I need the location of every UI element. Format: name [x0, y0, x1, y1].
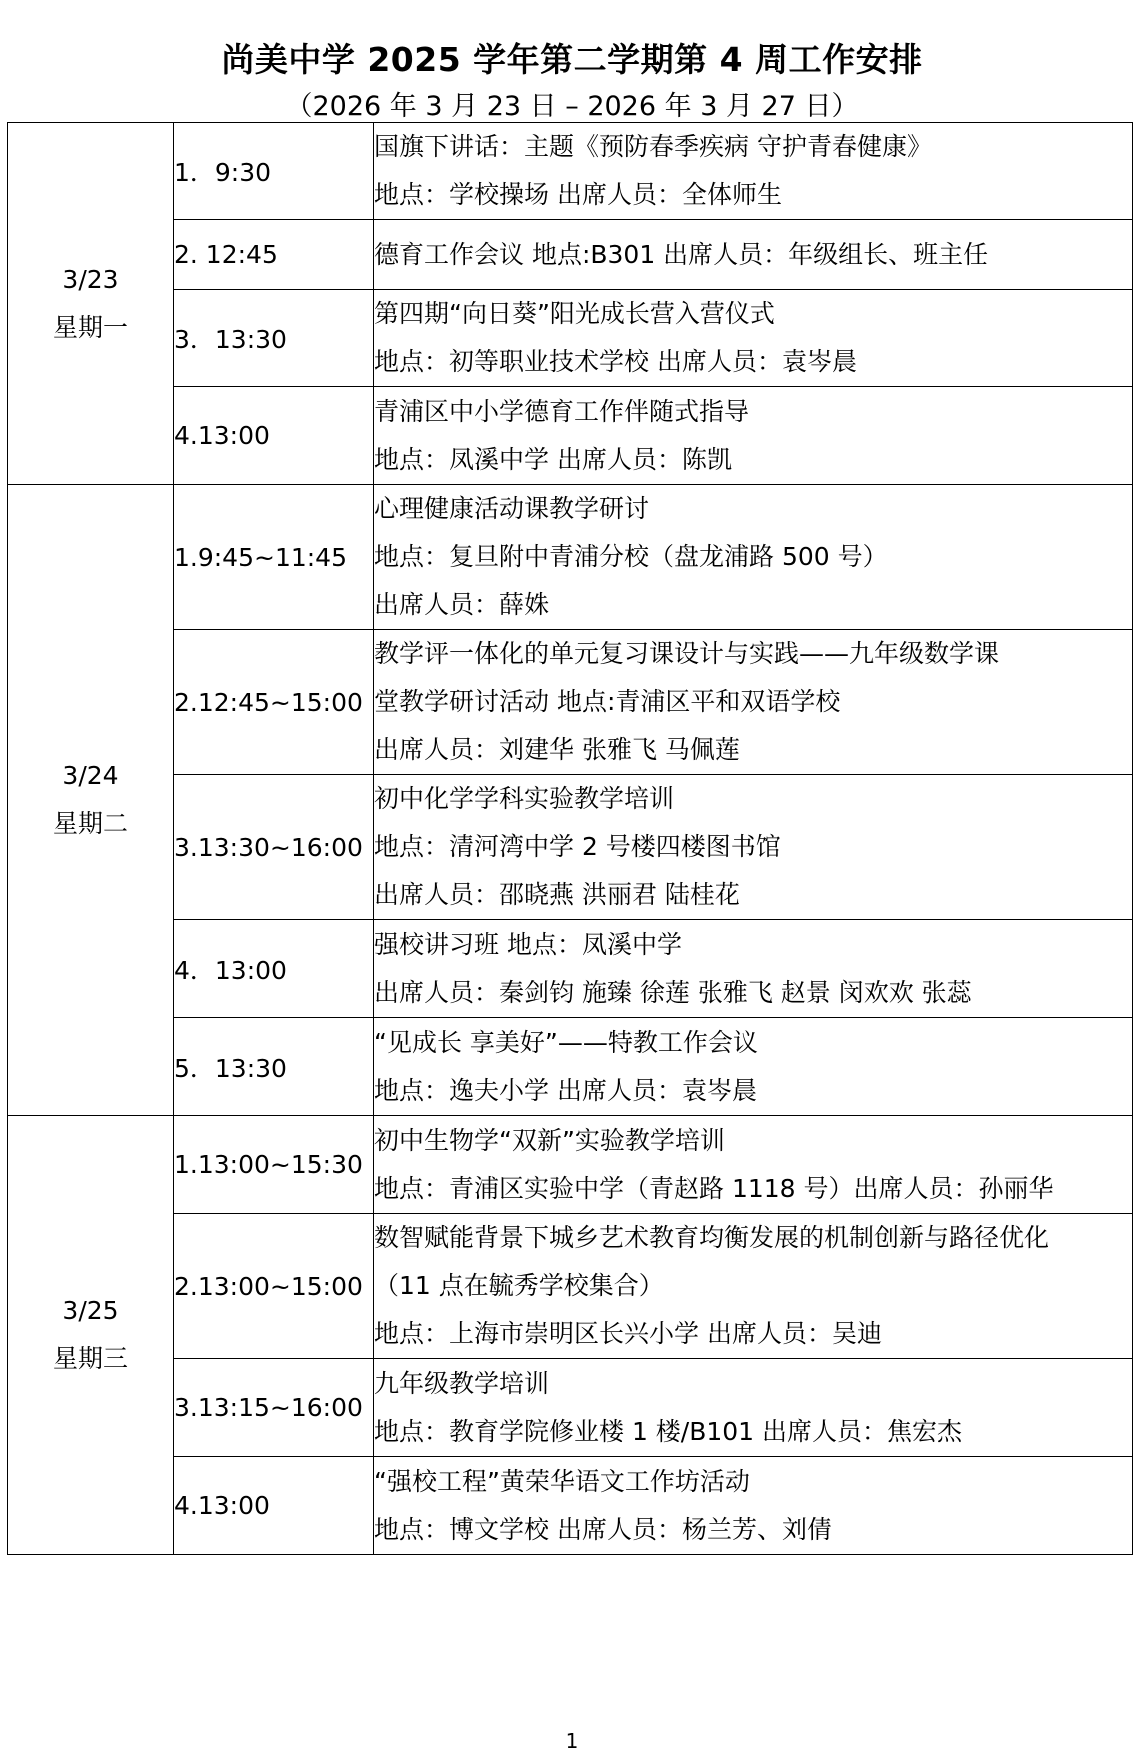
event-detail-line: 出席人员：秦剑钧 施臻 徐莲 张雅飞 赵景 闵欢欢 张蕊 — [374, 977, 972, 1007]
event-details — [374, 1359, 1133, 1457]
event-detail-line: 初中化学学科实验教学培训 — [374, 784, 675, 813]
event-time: 4.13:00 — [174, 387, 374, 485]
table-row — [8, 290, 1133, 387]
event-detail-line: 地点：逸夫小学 出席人员：袁岑晨 — [374, 1075, 757, 1105]
event-detail-line: 地点：清河湾中学 2 号楼四楼图书馆 — [374, 832, 781, 861]
event-details — [374, 123, 1133, 220]
event-details — [374, 775, 1133, 920]
day-cell — [8, 1116, 174, 1555]
table-row — [8, 1457, 1133, 1555]
event-detail-line: 教学评一体化的单元复习课设计与实践——九年级数学课 — [374, 639, 1000, 668]
event-details — [374, 290, 1133, 387]
event-time: 2.12:45~15:00 — [174, 630, 374, 775]
table-row — [8, 1214, 1133, 1359]
table-row — [8, 1018, 1133, 1116]
event-details — [374, 485, 1133, 630]
event-detail-line: （11 点在毓秀学校集合） — [374, 1271, 664, 1300]
table-row — [8, 387, 1133, 485]
table-row — [8, 920, 1133, 1018]
table-row — [8, 1359, 1133, 1457]
event-detail-line: 出席人员：薛姝 — [374, 590, 550, 619]
event-details — [374, 630, 1133, 775]
event-time: 2.13:00~15:00 — [174, 1214, 374, 1359]
day-cell — [8, 485, 174, 1116]
event-detail-line: 地点：复旦附中青浦分校（盘龙浦路 500 号） — [374, 542, 888, 571]
table-row — [8, 220, 1133, 290]
event-detail-line: 心理健康活动课教学研讨 — [374, 494, 650, 523]
event-time: 1．9:30 — [174, 123, 374, 220]
event-detail-line: 出席人员：刘建华 张雅飞 马佩莲 — [374, 735, 740, 764]
event-details — [374, 1116, 1133, 1214]
event-details — [374, 1457, 1133, 1555]
event-detail-line: 青浦区中小学德育工作伴随式指导 — [374, 396, 750, 426]
event-time: 3．13:30 — [174, 290, 374, 387]
schedule-body — [8, 123, 1133, 1555]
event-details — [374, 920, 1133, 1018]
event-detail-line: 地点：青浦区实验中学（青赵路 1118 号）出席人员：孙丽华 — [374, 1173, 1054, 1203]
event-detail-line: 堂教学研讨活动 地点:青浦区平和双语学校 — [374, 687, 841, 716]
event-detail-line: 德育工作会议 地点:B301 出席人员：年级组长、班主任 — [374, 239, 989, 269]
event-detail-line: “强校工程”黄荣华语文工作坊活动 — [374, 1466, 750, 1496]
event-time: 1.9:45~11:45 — [174, 485, 374, 630]
event-detail-line: “见成长 享美好”——特教工作会议 — [374, 1027, 758, 1057]
event-detail-line: 地点：博文学校 出席人员：杨兰芳、刘倩 — [374, 1514, 832, 1544]
document-title: 尚美中学 2025 学年第二学期第 4 周工作安排 — [221, 40, 923, 79]
day-date: 3/24 — [62, 761, 119, 790]
event-detail-line: 第四期“向日葵”阳光成长营入营仪式 — [374, 299, 775, 328]
day-weekday: 星期二 — [52, 809, 128, 838]
event-detail-line: 地点：凤溪中学 出席人员：陈凯 — [374, 444, 732, 474]
event-details — [374, 1018, 1133, 1116]
schedule-table — [7, 122, 1133, 1555]
event-detail-line: 数智赋能背景下城乡艺术教育均衡发展的机制创新与路径优化 — [374, 1223, 1050, 1252]
event-detail-line: 出席人员：邵晓燕 洪丽君 陆桂花 — [374, 880, 740, 909]
table-row — [8, 123, 1133, 220]
table-row — [8, 1116, 1133, 1214]
event-detail-line: 九年级教学培训 — [374, 1368, 550, 1398]
event-time: 4.13:00 — [174, 1457, 374, 1555]
page-number: 1 — [565, 1729, 579, 1753]
event-details — [374, 220, 1133, 290]
event-detail-line: 初中生物学“双新”实验教学培训 — [374, 1125, 725, 1155]
event-details — [374, 1214, 1133, 1359]
table-row — [8, 775, 1133, 920]
event-detail-line: 地点：教育学院修业楼 1 楼/B101 出席人员：焦宏杰 — [374, 1416, 963, 1446]
event-time: 2. 12:45 — [174, 220, 374, 290]
event-details — [374, 387, 1133, 485]
day-cell — [8, 123, 174, 485]
event-time: 1.13:00~15:30 — [174, 1116, 374, 1214]
day-weekday: 星期三 — [52, 1344, 128, 1373]
event-detail-line: 地点：学校操场 出席人员：全体师生 — [374, 180, 782, 209]
event-detail-line: 国旗下讲话：主题《预防春季疾病 守护青春健康》 — [374, 132, 932, 161]
event-time: 3.13:30~16:00 — [174, 775, 374, 920]
event-detail-line: 地点：初等职业技术学校 出席人员：袁岑晨 — [374, 347, 857, 376]
day-weekday: 星期一 — [52, 312, 128, 342]
document-date-range: （2026 年 3 月 23 日 – 2026 年 3 月 27 日） — [285, 91, 859, 122]
table-row — [8, 630, 1133, 775]
table-row — [8, 485, 1133, 630]
event-time: 5．13:30 — [174, 1018, 374, 1116]
event-detail-line: 强校讲习班 地点：凤溪中学 — [374, 929, 682, 959]
day-date: 3/23 — [62, 264, 119, 294]
event-time: 3.13:15~16:00 — [174, 1359, 374, 1457]
day-date: 3/25 — [62, 1296, 119, 1325]
event-time: 4．13:00 — [174, 920, 374, 1018]
event-detail-line: 地点：上海市崇明区长兴小学 出席人员：吴迪 — [374, 1319, 882, 1348]
